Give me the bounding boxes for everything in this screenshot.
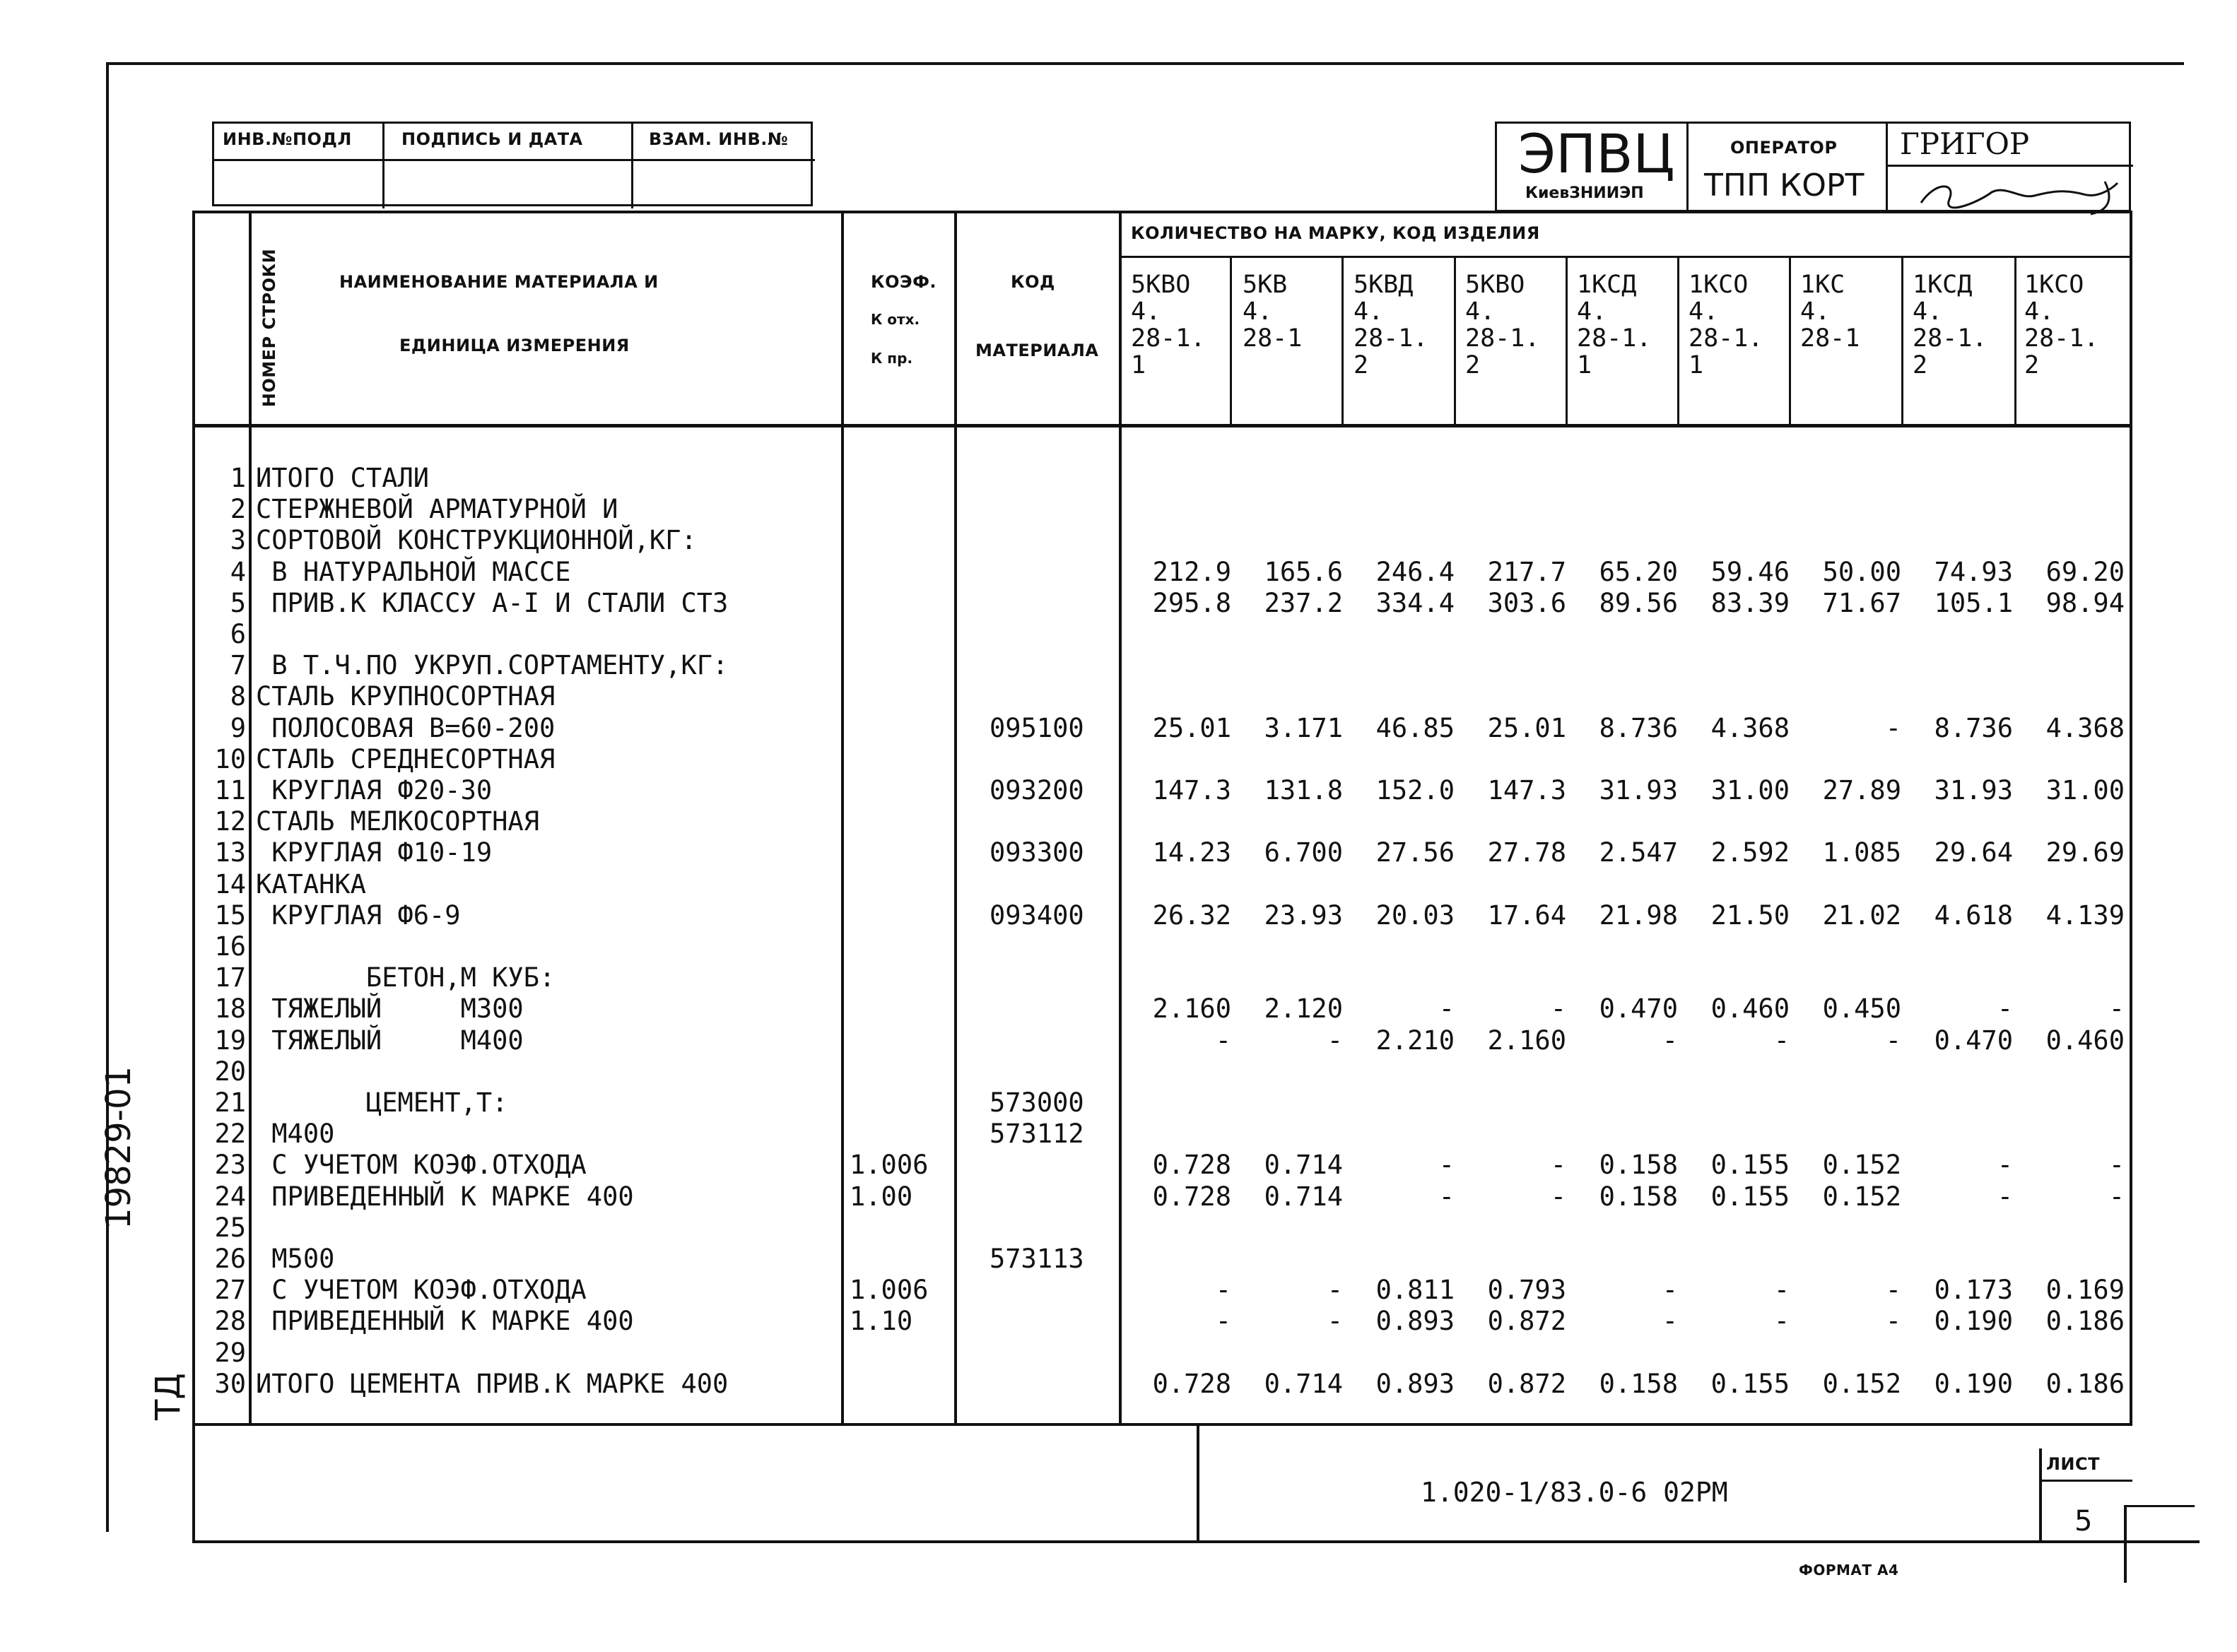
- row-number: 6: [230, 619, 246, 649]
- column-header-4-line-2: 4.: [1465, 297, 1496, 326]
- row-value: 4.368: [1710, 713, 1790, 743]
- row-value: 237.2: [1264, 588, 1343, 618]
- row-name: ТЯЖЕЛЫЙ М300: [256, 993, 524, 1024]
- row-value: -: [1327, 1306, 1343, 1336]
- col-line-q6: [1789, 256, 1791, 425]
- row-name: С УЧЕТОМ КОЭФ.ОТХОДА: [256, 1150, 587, 1180]
- stamp-divider: [214, 159, 815, 161]
- col-line-q8: [2014, 256, 2016, 425]
- row-number: 2: [230, 494, 246, 524]
- stamp-right-hsep: [1886, 165, 2133, 167]
- row-code: 095100: [990, 713, 1084, 743]
- inv-podl-label: ИНВ.№ПОДЛ: [223, 129, 352, 149]
- column-header-2-line-2: 4.: [1243, 297, 1273, 326]
- row-value: 217.7: [1487, 557, 1566, 587]
- row-value: -: [1997, 1150, 2013, 1180]
- row-number: 3: [230, 525, 246, 555]
- row-value: -: [1997, 993, 2013, 1024]
- row-number: 27: [214, 1275, 246, 1305]
- row-value: 4.368: [2045, 713, 2125, 743]
- row-value: 20.03: [1375, 900, 1455, 931]
- column-header-9-line-1: 1КСО: [2024, 271, 2084, 299]
- column-header-1-line-1: 5КВО: [1131, 271, 1191, 299]
- stamp-right-sep-2: [1886, 124, 1888, 212]
- row-value: 212.9: [1152, 557, 1231, 587]
- operator-name: ГРИГОР: [1900, 126, 2030, 161]
- code-header-1: КОД: [1011, 272, 1055, 292]
- column-header-5-line-3: 28-1.: [1577, 324, 1652, 353]
- row-value: 8.736: [1934, 713, 2013, 743]
- row-value: 105.1: [1934, 588, 2013, 618]
- row-value: -: [1885, 713, 1901, 743]
- row-value: 0.158: [1599, 1150, 1678, 1180]
- row-value: 83.39: [1710, 588, 1790, 618]
- row-value: 147.3: [1152, 775, 1231, 806]
- row-name: М500: [256, 1244, 335, 1274]
- row-number: 7: [230, 650, 246, 680]
- row-name: ИТОГО СТАЛИ: [256, 463, 430, 493]
- col-line-q5: [1677, 256, 1679, 425]
- row-value: 0.152: [1822, 1369, 1901, 1399]
- column-header-8-line-2: 4.: [1913, 297, 1943, 326]
- row-number: 12: [214, 806, 246, 837]
- row-value: -: [1662, 1025, 1678, 1056]
- row-value: 0.728: [1152, 1150, 1231, 1180]
- row-value: -: [1215, 1275, 1231, 1305]
- row-name: М400: [256, 1119, 335, 1149]
- row-name: ИТОГО ЦЕМЕНТА ПРИВ.К МАРКЕ 400: [256, 1369, 729, 1399]
- row-value: 21.50: [1710, 900, 1790, 931]
- row-value: 27.78: [1487, 837, 1566, 868]
- sheet-label: ЛИСТ: [2046, 1454, 2101, 1474]
- row-value: 334.4: [1375, 588, 1455, 618]
- row-name: КРУГЛАЯ Ф6-9: [256, 900, 461, 931]
- row-value: -: [2108, 993, 2125, 1024]
- row-value: -: [1550, 1150, 1566, 1180]
- row-coef: 1.10: [850, 1306, 913, 1336]
- row-value: 0.714: [1264, 1369, 1343, 1399]
- row-value: 165.6: [1264, 557, 1343, 587]
- row-value: -: [1438, 1181, 1455, 1212]
- row-code: 093200: [990, 775, 1084, 806]
- row-value: -: [1550, 1181, 1566, 1212]
- row-number: 14: [214, 869, 246, 899]
- row-value: 0.152: [1822, 1150, 1901, 1180]
- column-header-5-line-1: 1КСД: [1577, 271, 1637, 299]
- row-number: 19: [214, 1025, 246, 1056]
- row-number: 16: [214, 931, 246, 962]
- row-value: 8.736: [1599, 713, 1678, 743]
- left-border: [106, 62, 109, 1532]
- row-number: 17: [214, 962, 246, 993]
- row-value: 2.120: [1264, 993, 1343, 1024]
- row-name: КРУГЛАЯ Ф20-30: [256, 775, 493, 806]
- row-value: 29.69: [2045, 837, 2125, 868]
- row-value: 4.618: [1934, 900, 2013, 931]
- row-name: С УЧЕТОМ КОЭФ.ОТХОДА: [256, 1275, 587, 1305]
- row-value: 17.64: [1487, 900, 1566, 931]
- row-value: 27.56: [1375, 837, 1455, 868]
- column-header-1-line-2: 4.: [1131, 297, 1161, 326]
- column-header-9-line-4: 2: [2024, 351, 2040, 379]
- side-number: 19829-01: [99, 1066, 139, 1229]
- row-number: 13: [214, 837, 246, 868]
- row-value: 31.00: [2045, 775, 2125, 806]
- row-value: -: [1438, 993, 1455, 1024]
- row-value: 1.085: [1822, 837, 1901, 868]
- footer-sheet-hline: [2039, 1480, 2132, 1482]
- footer-mid-line: [1197, 1423, 1199, 1543]
- row-value: 0.793: [1487, 1275, 1566, 1305]
- row-name: СОРТОВОЙ КОНСТРУКЦИОННОЙ,КГ:: [256, 525, 697, 555]
- column-header-3-line-2: 4.: [1354, 297, 1384, 326]
- column-header-4-line-4: 2: [1465, 351, 1481, 379]
- row-value: 295.8: [1152, 588, 1231, 618]
- row-value: -: [1662, 1306, 1678, 1336]
- row-value: -: [1885, 1275, 1901, 1305]
- column-header-9-line-2: 4.: [2024, 297, 2055, 326]
- footer-left-line: [192, 1423, 195, 1543]
- row-value: -: [1327, 1025, 1343, 1056]
- row-number: 30: [214, 1369, 246, 1399]
- coef-header-1: КОЭФ.: [871, 272, 937, 292]
- row-value: 31.93: [1934, 775, 2013, 806]
- column-header-8-line-4: 2: [1913, 351, 1928, 379]
- row-value: 0.186: [2045, 1306, 2125, 1336]
- row-code: 093400: [990, 900, 1084, 931]
- row-value: -: [1550, 993, 1566, 1024]
- row-number: 25: [214, 1213, 246, 1243]
- footer-right-edge: [2124, 1505, 2127, 1583]
- column-header-8-line-1: 1КСД: [1913, 271, 1973, 299]
- row-value: 21.98: [1599, 900, 1678, 931]
- row-number: 5: [230, 588, 246, 618]
- row-value: 0.893: [1375, 1369, 1455, 1399]
- top-border: [106, 62, 2184, 65]
- row-value: -: [1773, 1306, 1790, 1336]
- row-name: ПРИВЕДЕННЫЙ К МАРКЕ 400: [256, 1181, 634, 1212]
- stamp-sep-1: [382, 124, 384, 208]
- row-value: 29.64: [1934, 837, 2013, 868]
- row-code: 573112: [990, 1119, 1084, 1149]
- row-value: 147.3: [1487, 775, 1566, 806]
- row-value: 0.450: [1822, 993, 1901, 1024]
- footer-right-tick: [2124, 1505, 2195, 1507]
- row-value: -: [1215, 1306, 1231, 1336]
- col-line-code: [1119, 211, 1122, 1426]
- row-name: ПРИВЕДЕННЫЙ К МАРКЕ 400: [256, 1306, 634, 1336]
- row-value: 89.56: [1599, 588, 1678, 618]
- column-header-3-line-4: 2: [1354, 351, 1369, 379]
- row-code: 093300: [990, 837, 1084, 868]
- row-name: КРУГЛАЯ Ф10-19: [256, 837, 493, 868]
- row-value: 2.160: [1152, 993, 1231, 1024]
- header-bottom-line: [192, 424, 2132, 427]
- row-value: -: [1215, 1025, 1231, 1056]
- coef-header-2: К отх.: [871, 311, 920, 328]
- row-number: 21: [214, 1087, 246, 1118]
- stamp-right-sep-1: [1686, 124, 1689, 212]
- row-number: 29: [214, 1338, 246, 1368]
- row-value: 25.01: [1152, 713, 1231, 743]
- row-value: -: [2108, 1181, 2125, 1212]
- podpis-data-label: ПОДПИСЬ И ДАТА: [401, 129, 583, 149]
- row-value: -: [1997, 1181, 2013, 1212]
- row-name: СТЕРЖНЕВОЙ АРМАТУРНОЙ И: [256, 494, 618, 524]
- row-value: 2.592: [1710, 837, 1790, 868]
- col-line-rownum: [249, 211, 252, 1426]
- row-value: 71.67: [1822, 588, 1901, 618]
- row-coef: 1.006: [850, 1150, 929, 1180]
- row-value: -: [1438, 1150, 1455, 1180]
- row-value: 0.152: [1822, 1181, 1901, 1212]
- stamp-right: [1495, 122, 2131, 212]
- row-value: 0.155: [1710, 1369, 1790, 1399]
- row-value: 2.160: [1487, 1025, 1566, 1056]
- col-line-q1: [1230, 256, 1232, 425]
- col-line-q4: [1566, 256, 1568, 425]
- row-value: 131.8: [1264, 775, 1343, 806]
- row-number: 15: [214, 900, 246, 931]
- row-number: 24: [214, 1181, 246, 1212]
- column-header-7-line-2: 4.: [1800, 297, 1831, 326]
- row-value: -: [1773, 1025, 1790, 1056]
- row-value: 0.728: [1152, 1181, 1231, 1212]
- row-value: 303.6: [1487, 588, 1566, 618]
- row-number: 22: [214, 1119, 246, 1149]
- row-value: 65.20: [1599, 557, 1678, 587]
- footer-top-line: [192, 1423, 2132, 1426]
- col-line-q7: [1901, 256, 1903, 425]
- column-header-9-line-3: 28-1.: [2024, 324, 2099, 353]
- column-header-8-line-3: 28-1.: [1913, 324, 1988, 353]
- row-value: 59.46: [1710, 557, 1790, 587]
- row-name: БЕТОН,М КУБ:: [256, 962, 556, 993]
- org-title: ЭПВЦ: [1518, 122, 1675, 185]
- row-value: 21.02: [1822, 900, 1901, 931]
- row-name: КАТАНКА: [256, 869, 366, 899]
- row-number: 20: [214, 1056, 246, 1087]
- coef-header-3: К пр.: [871, 350, 913, 367]
- footer-sheet-line: [2039, 1449, 2042, 1543]
- column-header-4-line-3: 28-1.: [1465, 324, 1540, 353]
- column-header-5-line-2: 4.: [1577, 297, 1607, 326]
- row-value: 0.155: [1710, 1181, 1790, 1212]
- row-value: 31.00: [1710, 775, 1790, 806]
- row-value: 23.93: [1264, 900, 1343, 931]
- row-value: 98.94: [2045, 588, 2125, 618]
- row-number: 8: [230, 681, 246, 712]
- row-value: 0.872: [1487, 1369, 1566, 1399]
- column-header-6-line-2: 4.: [1689, 297, 1719, 326]
- stamp-sep-2: [631, 124, 633, 208]
- row-number: 11: [214, 775, 246, 806]
- side-mark: ТД: [148, 1373, 188, 1420]
- column-header-2-line-1: 5КВ: [1243, 271, 1288, 299]
- row-number-header: НОМЕР СТРОКИ: [259, 248, 279, 408]
- material-name-header-1: НАИМЕНОВАНИЕ МАТЕРИАЛА И: [339, 272, 659, 292]
- row-value: -: [1885, 1025, 1901, 1056]
- row-name: СТАЛЬ МЕЛКОСОРТНАЯ: [256, 806, 539, 837]
- row-name: ПОЛОСОВАЯ В=60-200: [256, 713, 556, 743]
- row-value: 25.01: [1487, 713, 1566, 743]
- row-value: 69.20: [2045, 557, 2125, 587]
- row-value: 0.158: [1599, 1181, 1678, 1212]
- row-value: 2.210: [1375, 1025, 1455, 1056]
- column-header-1-line-4: 1: [1131, 351, 1146, 379]
- row-value: 246.4: [1375, 557, 1455, 587]
- format-label: ФОРМАТ А4: [1799, 1562, 1899, 1579]
- quantity-title-line: [1119, 256, 2132, 258]
- col-line-name: [841, 211, 844, 1426]
- doc-code: 1.020-1/83.0-6 02РМ: [1421, 1477, 1728, 1508]
- row-value: -: [2108, 1150, 2125, 1180]
- row-value: 0.190: [1934, 1369, 2013, 1399]
- row-coef: 1.00: [850, 1181, 913, 1212]
- column-header-6-line-1: 1КСО: [1689, 271, 1749, 299]
- row-value: 31.93: [1599, 775, 1678, 806]
- vzam-inv-label: ВЗАМ. ИНВ.№: [649, 129, 789, 149]
- row-value: 14.23: [1152, 837, 1231, 868]
- row-name: СТАЛЬ КРУПНОСОРТНАЯ: [256, 681, 556, 712]
- row-value: 0.190: [1934, 1306, 2013, 1336]
- column-header-2-line-3: 28-1: [1243, 324, 1303, 353]
- row-number: 1: [230, 463, 246, 493]
- column-header-6-line-4: 1: [1689, 351, 1704, 379]
- row-value: 0.872: [1487, 1306, 1566, 1336]
- column-header-3-line-3: 28-1.: [1354, 324, 1428, 353]
- row-value: 74.93: [1934, 557, 2013, 587]
- row-number: 9: [230, 713, 246, 743]
- row-value: 0.470: [1599, 993, 1678, 1024]
- org-subtitle: КиевЗНИИЭП: [1525, 184, 1644, 202]
- row-value: 46.85: [1375, 713, 1455, 743]
- row-value: 0.470: [1934, 1025, 2013, 1056]
- column-header-4-line-1: 5КВО: [1465, 271, 1525, 299]
- row-value: 50.00: [1822, 557, 1901, 587]
- column-header-1-line-3: 28-1.: [1131, 324, 1206, 353]
- col-line-coef: [954, 211, 957, 1426]
- row-name: В НАТУРАЛЬНОЙ МАССЕ: [256, 557, 571, 587]
- sheet-number: 5: [2074, 1505, 2093, 1538]
- row-value: 3.171: [1264, 713, 1343, 743]
- row-value: 0.714: [1264, 1181, 1343, 1212]
- operator-value: ТПП КОРТ: [1704, 167, 1865, 203]
- row-value: 6.700: [1264, 837, 1343, 868]
- row-value: 2.547: [1599, 837, 1678, 868]
- row-value: -: [1662, 1275, 1678, 1305]
- row-number: 26: [214, 1244, 246, 1274]
- row-value: 0.460: [2045, 1025, 2125, 1056]
- row-value: 4.139: [2045, 900, 2125, 931]
- column-header-7-line-3: 28-1: [1800, 324, 1860, 353]
- row-value: 0.728: [1152, 1369, 1231, 1399]
- column-header-5-line-4: 1: [1577, 351, 1592, 379]
- row-value: 26.32: [1152, 900, 1231, 931]
- row-coef: 1.006: [850, 1275, 929, 1305]
- row-name: ЦЕМЕНТ,Т:: [256, 1087, 508, 1118]
- row-name: В Т.Ч.ПО УКРУП.СОРТАМЕНТУ,КГ:: [256, 650, 729, 680]
- row-value: 0.811: [1375, 1275, 1455, 1305]
- row-name: ТЯЖЕЛЫЙ М400: [256, 1025, 524, 1056]
- row-name: ПРИВ.К КЛАССУ А-I И СТАЛИ СТ3: [256, 588, 729, 618]
- row-number: 18: [214, 993, 246, 1024]
- code-header-2: МАТЕРИАЛА: [975, 341, 1099, 360]
- row-number: 4: [230, 557, 246, 587]
- column-header-7-line-1: 1КС: [1800, 271, 1845, 299]
- quantity-title: КОЛИЧЕСТВО НА МАРКУ, КОД ИЗДЕЛИЯ: [1131, 223, 1540, 243]
- signature-image: [1914, 167, 2126, 217]
- row-value: 0.155: [1710, 1150, 1790, 1180]
- row-value: 0.460: [1710, 993, 1790, 1024]
- material-name-header-2: ЕДИНИЦА ИЗМЕРЕНИЯ: [399, 336, 630, 355]
- row-number: 10: [214, 744, 246, 774]
- row-number: 28: [214, 1306, 246, 1336]
- stamp-left: [212, 122, 813, 206]
- row-name: СТАЛЬ СРЕДНЕСОРТНАЯ: [256, 744, 556, 774]
- column-header-3-line-1: 5КВД: [1354, 271, 1414, 299]
- row-value: -: [1885, 1306, 1901, 1336]
- row-value: 152.0: [1375, 775, 1455, 806]
- operator-label: ОПЕРАТОР: [1730, 138, 1838, 158]
- row-value: 0.186: [2045, 1369, 2125, 1399]
- row-value: 0.893: [1375, 1306, 1455, 1336]
- column-header-6-line-3: 28-1.: [1689, 324, 1763, 353]
- footer-bottom-line: [192, 1540, 2200, 1543]
- col-line-q3: [1454, 256, 1456, 425]
- row-value: -: [1773, 1275, 1790, 1305]
- row-value: -: [1327, 1275, 1343, 1305]
- row-number: 23: [214, 1150, 246, 1180]
- row-value: 27.89: [1822, 775, 1901, 806]
- row-value: 0.158: [1599, 1369, 1678, 1399]
- row-code: 573000: [990, 1087, 1084, 1118]
- row-code: 573113: [990, 1244, 1084, 1274]
- col-line-q2: [1341, 256, 1344, 425]
- row-value: 0.173: [1934, 1275, 2013, 1305]
- row-value: 0.169: [2045, 1275, 2125, 1305]
- row-value: 0.714: [1264, 1150, 1343, 1180]
